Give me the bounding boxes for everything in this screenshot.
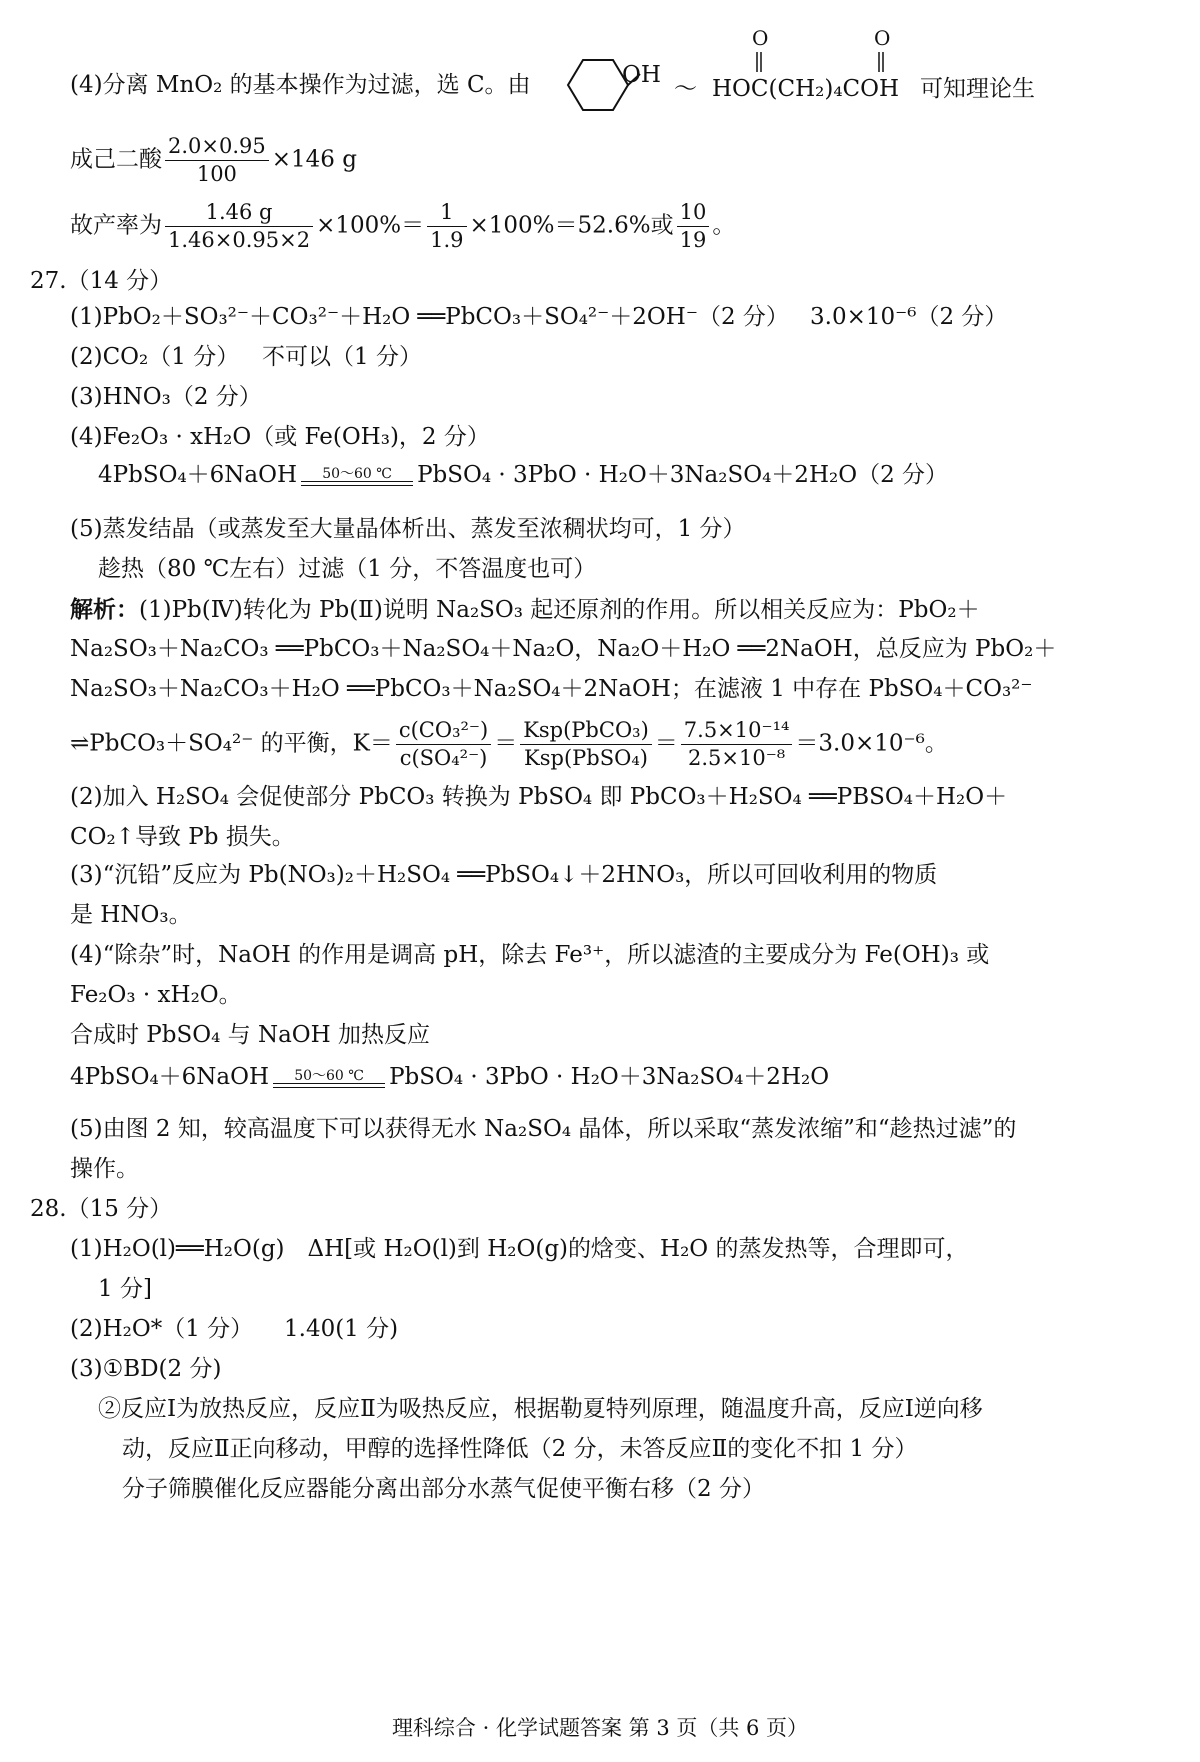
q28-answer-2-b: 1.40(1 分) — [284, 1316, 399, 1342]
q27-explanation-3: Na₂SO₃＋Na₂CO₃＋H₂O ══PbCO₃＋Na₂SO₄＋2NaOH；在滤液 1 中存在 PbSO₄＋CO₃²⁻ — [70, 676, 1033, 702]
fraction — [681, 718, 793, 771]
fraction — [520, 718, 652, 771]
fraction-denominator: c(SO₄²⁻) — [399, 746, 488, 771]
fraction-numerator: 1.46 g — [165, 200, 313, 227]
equals-sign: ＝ — [494, 730, 518, 757]
q26-line2-text: 成己二酸 — [70, 146, 162, 173]
q27-heading: 27.（14 分） — [30, 268, 173, 294]
q27-explanation-1 — [70, 596, 980, 625]
fraction-numerator: c(CO₃²⁻) — [396, 718, 491, 745]
q26-line1-tail: 可知理论生 — [920, 76, 1035, 102]
q27-explanation-10: Fe₂O₃ · xH₂O。 — [70, 982, 242, 1008]
q28-answer-3-2: ②反应Ⅰ为放热反应，反应Ⅱ为吸热反应，根据勒夏特列原理，随温度升高，反应Ⅰ逆向移 — [98, 1396, 983, 1422]
adipic-acid-formula: HOC(CH₂)₄COH — [712, 76, 900, 102]
fraction-denominator: Ksp(PbSO₄) — [524, 746, 648, 771]
equals-sign: ＝ — [654, 730, 678, 757]
q27-answer-1-k: 3.0×10⁻⁶（2 分） — [810, 304, 1008, 330]
q27-answer-3: (3)HNO₃（2 分） — [70, 384, 262, 410]
q27-answer-1: (1)PbO₂＋SO₃²⁻＋CO₃²⁻＋H₂O ══PbCO₃＋SO₄²⁻＋2OH⁻（2 分） — [70, 304, 789, 330]
explanation-text: ＝3.0×10⁻⁶。 — [795, 730, 948, 757]
explanation-text: (1)Pb(Ⅳ)转化为 Pb(Ⅱ)说明 Na₂SO₃ 起还原剂的作用。所以相关反应为：PbO₂＋ — [139, 597, 980, 623]
explanation-text: ⇌PbCO₃＋SO₄²⁻ 的平衡，K＝ — [70, 730, 393, 757]
q27-explanation-8: 是 HNO₃。 — [70, 902, 192, 928]
q27-answer-4-equation — [98, 462, 948, 490]
fraction — [165, 134, 269, 187]
q28-answer-2: (2)H₂O*（1 分） — [70, 1316, 254, 1342]
q28-answer-1-b: 1 分] — [98, 1276, 152, 1302]
reaction-condition: 50～60 ℃ — [294, 1067, 364, 1084]
explanation-label: 解析： — [70, 596, 139, 623]
q26-line3 — [70, 200, 735, 253]
q27-answer-2: (2)CO₂（1 分） — [70, 344, 240, 370]
carbonyl-double-bonds — [750, 50, 890, 74]
fraction-numerator: 10 — [677, 200, 710, 227]
hydroxyl-label: OH — [622, 62, 661, 88]
q27-explanation-9: (4)“除杂”时，NaOH 的作用是调高 pH，除去 Fe³⁺，所以滤渣的主要成分为 Fe(OH)₃ 或 — [70, 942, 990, 968]
q26-line1-text: (4)分离 MnO₂ 的基本操作为过滤，选 C。由 — [70, 72, 531, 98]
equation-right: PbSO₄ · 3PbO · H₂O＋3Na₂SO₄＋2H₂O（2 分） — [417, 462, 949, 488]
reaction-condition-arrow — [301, 467, 413, 486]
page-footer: 理科综合 · 化学试题答案 第 3 页（共 6 页） — [391, 1716, 809, 1740]
fraction-denominator: 19 — [679, 228, 707, 253]
tilde-symbol: ～ — [674, 76, 697, 102]
q27-explanation-4 — [70, 718, 948, 771]
fraction-numerator: 2.0×0.95 — [165, 134, 269, 161]
q27-answer-4: (4)Fe₂O₃ · xH₂O（或 Fe(OH₃)，2 分） — [70, 424, 490, 450]
fraction — [677, 200, 710, 253]
q27-explanation-5: (2)加入 H₂SO₄ 会促使部分 PbCO₃ 转换为 PbSO₄ 即 PbCO₃＋H₂SO₄ ══PBSO₄＋H₂O＋ — [70, 784, 1008, 810]
carbonyl-o-label-2: O — [874, 26, 891, 50]
fraction-numerator: 7.5×10⁻¹⁴ — [681, 718, 793, 745]
fraction-numerator: Ksp(PbCO₃) — [520, 718, 652, 745]
q26-line2-tail: ×146 g — [271, 146, 357, 173]
reaction-condition: 50～60 ℃ — [322, 465, 392, 482]
q27-explanation-2: Na₂SO₃＋Na₂CO₃ ══PbCO₃＋Na₂SO₄＋Na₂O，Na₂O＋H₂O ══2NaOH，总反应为 PbO₂＋ — [70, 636, 1057, 662]
reaction-condition-arrow — [273, 1069, 385, 1088]
q27-answer-2-b: 不可以（1 分） — [262, 344, 422, 370]
fraction-denominator: 1.46×0.95×2 — [168, 228, 311, 253]
equation-left: 4PbSO₄＋6NaOH — [70, 1064, 270, 1090]
equation-left: 4PbSO₄＋6NaOH — [98, 462, 298, 488]
q27-answer-5-b: 趁热（80 ℃左右）过滤（1 分，不答温度也可） — [98, 556, 597, 582]
q26-line2 — [70, 134, 357, 187]
q27-explanation-14: 操作。 — [70, 1156, 139, 1182]
q27-explanation-6: CO₂↑导致 Pb 损失。 — [70, 824, 295, 850]
q26-line3-yield: ×100%＝52.6%或 — [469, 212, 674, 239]
fraction-denominator: 2.5×10⁻⁸ — [687, 746, 786, 771]
equation-right: PbSO₄ · 3PbO · H₂O＋3Na₂SO₄＋2H₂O — [389, 1064, 830, 1090]
fraction — [427, 200, 466, 253]
q27-explanation-11: 合成时 PbSO₄ 与 NaOH 加热反应 — [70, 1022, 431, 1048]
q28-answer-3-4: 分子筛膜催化反应器能分离出部分水蒸气促使平衡右移（2 分） — [122, 1476, 765, 1502]
fraction — [165, 200, 313, 253]
q26-line3-end: 。 — [712, 212, 736, 239]
q28-heading: 28.（15 分） — [30, 1196, 173, 1222]
q26-line3-text: 故产率为 — [70, 212, 162, 239]
q26-line3-mid: ×100%＝ — [316, 212, 425, 239]
q28-answer-3-3: 动，反应Ⅱ正向移动，甲醇的选择性降低（2 分，未答反应Ⅱ的变化不扣 1 分） — [122, 1436, 918, 1462]
q28-answer-1: (1)H₂O(l)══H₂O(g) ΔH[或 H₂O(l)到 H₂O(g)的焓变、H₂O 的蒸发热等，合理即可， — [70, 1236, 969, 1262]
q27-answer-5: (5)蒸发结晶（或蒸发至大量晶体析出、蒸发至浓稠状均可，1 分） — [70, 516, 746, 542]
carbonyl-o-label-1: O — [752, 26, 769, 50]
fraction-denominator: 1.9 — [430, 228, 464, 253]
fraction — [396, 718, 491, 771]
q27-explanation-13: (5)由图 2 知，较高温度下可以获得无水 Na₂SO₄ 晶体，所以采取“蒸发浓缩”和“趁热过滤”的 — [70, 1116, 1017, 1142]
q27-explanation-12 — [70, 1064, 829, 1092]
q28-answer-3: (3)①BD(2 分) — [70, 1356, 222, 1382]
fraction-numerator: 1 — [427, 200, 466, 227]
q27-explanation-7: (3)“沉铅”反应为 Pb(NO₃)₂＋H₂SO₄ ══PbSO₄↓＋2HNO₃，所以可回收利用的物质 — [70, 862, 938, 888]
fraction-denominator: 100 — [196, 162, 237, 187]
